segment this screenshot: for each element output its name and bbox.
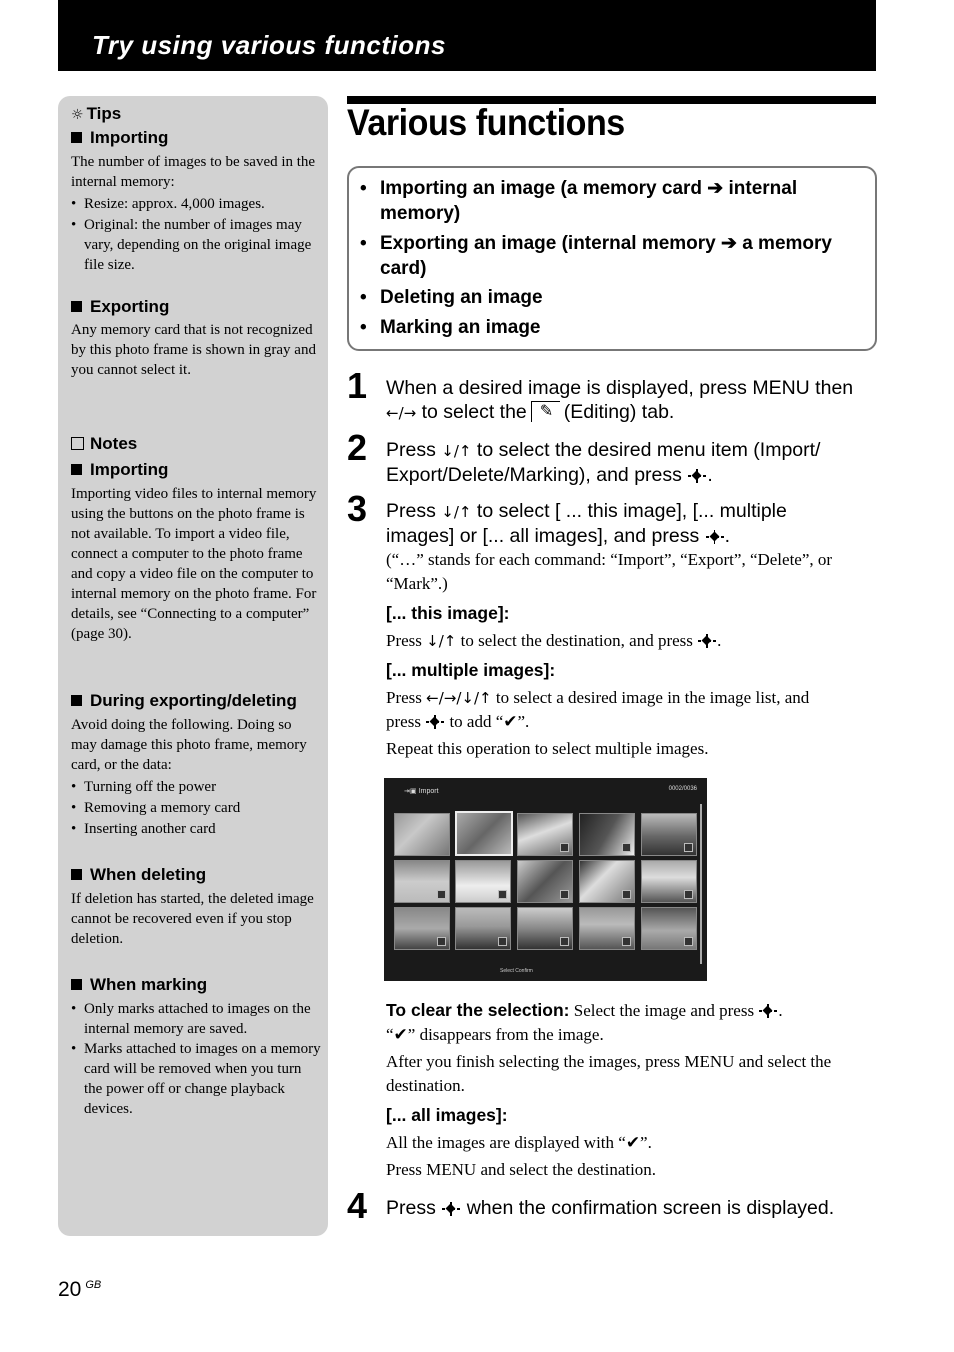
- deleting-heading: [71, 865, 206, 885]
- header-banner: [58, 0, 876, 71]
- function-item: Exporting an image (internal memory ➔ a memory card): [380, 233, 832, 279]
- heading-text: Exporting: [90, 297, 170, 316]
- step-number: 2: [347, 427, 368, 468]
- step-1-text: [386, 376, 876, 425]
- marking-list: [71, 999, 321, 1119]
- all-images-text: [386, 1131, 876, 1182]
- step-text-part: images] or [... all images], and press: [386, 525, 700, 547]
- step-line: [386, 400, 876, 425]
- bullet: •: [360, 178, 367, 199]
- tips-exporting-text: Any memory card that is not recognized by this photo frame is shown in gray and you cannot select it.: [71, 322, 316, 378]
- heading-text: When deleting: [90, 865, 207, 884]
- function-item: Importing an image (a memory card ➔ internal memory): [380, 178, 798, 224]
- tips-heading: [71, 104, 121, 124]
- import-icon: ⇥▣: [404, 787, 419, 795]
- bullet: •: [360, 317, 367, 338]
- step-number: 4: [347, 1185, 368, 1226]
- list-item: • Only marks attached to images on the internal memory are saved.: [71, 999, 321, 1039]
- enter-button-icon: [697, 634, 717, 648]
- step-text-part: (Editing) tab.: [563, 401, 675, 423]
- step-2-text: [386, 438, 876, 487]
- text-line: All the images are displayed with “✔”.: [386, 1133, 652, 1152]
- thumbnail: [579, 907, 635, 950]
- text-part: to select a desired image in the image list, and: [495, 688, 810, 707]
- step-text-part: to select the desired menu item (Import/: [476, 439, 821, 461]
- text-line: After you finish selecting the images, press MENU and select the destination.: [386, 1052, 832, 1095]
- text-line: Repeat this operation to select multiple images.: [386, 739, 709, 758]
- heading-text: Importing: [90, 128, 169, 147]
- tips-importing-list: [71, 194, 321, 275]
- enter-button-icon: [758, 1004, 778, 1018]
- tips-importing-heading: [71, 128, 168, 148]
- notes-importing-text: Importing video files to internal memory using the buttons on the photo frame is not available. To import a video file, connect a computer to the photo frame and copy a video file on the computer to internal memory on the photo frame. For details, see “Connecting to a computer” (page 30).: [71, 486, 317, 642]
- list-item: • Resize: approx. 4,000 images.: [71, 194, 321, 214]
- text-part: to add “✔”.: [449, 712, 530, 731]
- tips-importing-text: The number of images to be saved in the internal memory:: [71, 154, 316, 190]
- notes-icon: [71, 437, 84, 450]
- step-line: images] or [... all images], and press .: [386, 525, 731, 547]
- heading-text: When marking: [90, 975, 208, 994]
- editing-tab-icon: [531, 401, 560, 422]
- all-images-heading: [... all images]:: [386, 1105, 508, 1125]
- thumbnail: [455, 907, 511, 950]
- text-line: “✔” disappears from the image.: [386, 1025, 604, 1044]
- step-text-part: Press: [386, 439, 436, 461]
- thumbnail-selected: [455, 811, 513, 856]
- square-bullet-icon: [71, 464, 82, 475]
- thumbnail: [517, 907, 573, 950]
- list-item: • Removing a memory card: [71, 798, 321, 818]
- square-bullet-icon: [71, 695, 82, 706]
- multiple-images-text: [386, 686, 876, 761]
- step-line: [386, 499, 876, 524]
- text-line: Press MENU and select the destination.: [386, 1160, 657, 1179]
- this-image-text: Press ↓/↑ to select the destination, and press .: [386, 631, 722, 650]
- deleting-text: If deletion has started, the deleted image cannot be recovered even if you stop deletion.: [71, 891, 314, 947]
- four-way-arrow-icon: ←/→/↓/↑: [426, 689, 492, 707]
- enter-button-icon: [441, 1202, 461, 1216]
- step-text-part: when the confirmation screen is displayed.: [466, 1197, 835, 1219]
- heading-text: During exporting/deleting: [90, 691, 297, 710]
- thumbnail: [394, 907, 450, 950]
- enter-button-icon: [425, 715, 445, 729]
- text-part: Press: [386, 631, 422, 650]
- notes-label: Notes: [90, 434, 138, 453]
- marking-heading: [71, 975, 207, 995]
- text-line: [386, 686, 876, 710]
- thumbnail: [579, 813, 635, 856]
- step-text-part: Press: [386, 500, 436, 522]
- during-heading: [71, 691, 297, 711]
- multiple-images-heading: [... multiple images]:: [386, 660, 556, 680]
- thumbnail: [641, 907, 697, 950]
- function-item: Deleting an image: [380, 287, 543, 308]
- step-text-part: to select [ ... this image], [... multiple: [476, 500, 787, 522]
- notes-heading: [71, 434, 137, 454]
- square-bullet-icon: [71, 869, 82, 880]
- step-number: 3: [347, 488, 368, 529]
- down-up-arrow-icon: ↓/↑: [441, 503, 472, 521]
- page-title: Various functions: [347, 102, 625, 143]
- this-image-heading: [... this image]:: [386, 603, 510, 623]
- screen-footer: Select Confirm: [500, 968, 533, 974]
- square-bullet-icon: [71, 301, 82, 312]
- lightbulb-icon: ☼: [71, 107, 84, 123]
- square-bullet-icon: [71, 132, 82, 143]
- step-number: 1: [347, 365, 368, 406]
- thumbnail: [579, 860, 635, 903]
- page-number-value: 20: [58, 1278, 82, 1301]
- function-item: Marking an image: [380, 317, 541, 338]
- bullet: •: [360, 233, 367, 254]
- text-line: To clear the selection: Select the image and press .: [386, 1000, 783, 1020]
- list-item: • Marks attached to images on a memory card will be removed when you turn the power off or change playback devices.: [71, 1039, 321, 1119]
- thumbnail: [517, 813, 573, 856]
- list-item: • Original: the number of images may vary, depending on the original image file size.: [71, 215, 321, 275]
- text-part: Select the image and press: [573, 1001, 755, 1020]
- text-part: press: [386, 712, 421, 731]
- section-title: Try using various functions: [92, 30, 446, 60]
- step-4-text: [386, 1196, 876, 1220]
- thumbnail: [455, 860, 511, 903]
- text-line: [386, 710, 876, 734]
- step-text-part: to select the: [421, 401, 527, 423]
- enter-button-icon: [687, 469, 707, 483]
- during-list: [71, 777, 321, 839]
- screen-title: [404, 787, 439, 795]
- screen-counter: 0002/0036: [668, 786, 697, 792]
- step-line: When a desired image is displayed, press MENU then: [386, 377, 854, 399]
- text-part: to select the destination, and press: [460, 631, 693, 650]
- list-item: • Turning off the power: [71, 777, 321, 797]
- text-part: Press: [386, 688, 422, 707]
- thumbnail: [394, 813, 450, 856]
- left-right-arrow-icon: ←/→: [386, 404, 417, 422]
- step-line: Export/Delete/Marking), and press .: [386, 464, 713, 486]
- screen-scrollbar: [700, 804, 702, 964]
- tips-label: Tips: [86, 104, 122, 123]
- step-3-text: [386, 499, 876, 548]
- down-up-arrow-icon: ↓/↑: [426, 632, 457, 650]
- clear-selection-text: [386, 998, 876, 1098]
- during-text: Avoid doing the following. Doing so may damage this photo frame, memory card, or the data:: [71, 717, 307, 773]
- import-screen-image: [384, 778, 707, 981]
- heading-text: Importing: [90, 460, 169, 479]
- step-line: [386, 438, 876, 463]
- thumbnail: [641, 813, 697, 856]
- thumbnail: [641, 860, 697, 903]
- tips-exporting-heading: [71, 297, 169, 317]
- thumbnail: [394, 860, 450, 903]
- square-bullet-icon: [71, 979, 82, 990]
- step-text-part: Export/Delete/Marking), and press: [386, 464, 682, 486]
- page-number: [58, 1278, 101, 1302]
- thumbnail: [517, 860, 573, 903]
- bullet: •: [360, 287, 367, 308]
- clear-selection-heading: To clear the selection:: [386, 1000, 570, 1020]
- notes-importing-heading: [71, 460, 168, 480]
- list-item: • Inserting another card: [71, 819, 321, 839]
- screen-label: Import: [418, 788, 439, 795]
- step-3-note: (“…” stands for each command: “Import”, “Export”, “Delete”, or “Mark”.): [386, 550, 833, 593]
- down-up-arrow-icon: ↓/↑: [441, 442, 472, 460]
- page-region-code: GB: [85, 1279, 102, 1291]
- enter-button-icon: [705, 530, 725, 544]
- step-text-part: Press: [386, 1197, 436, 1219]
